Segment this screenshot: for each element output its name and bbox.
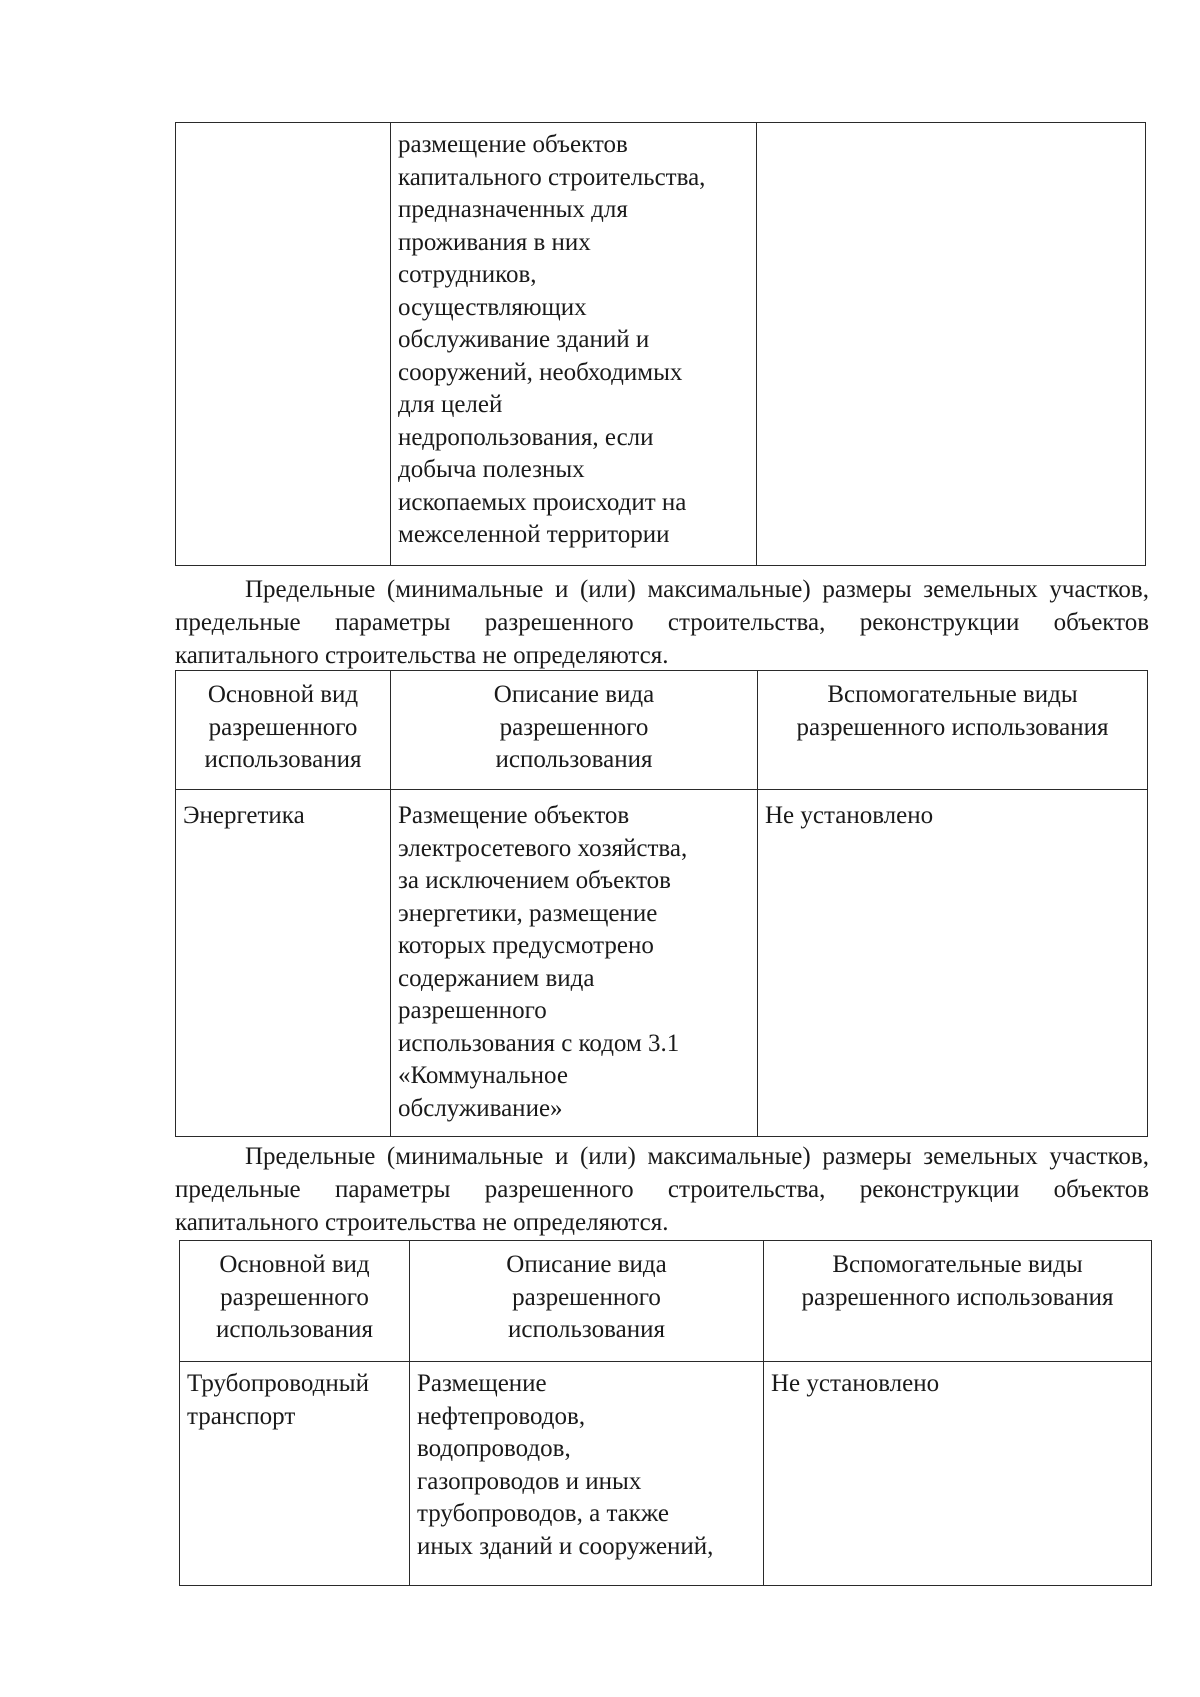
header-description: Описание вида разрешенного использования (410, 1241, 764, 1362)
table-row (176, 790, 1148, 1137)
auxiliary-cell (757, 123, 1146, 566)
description-cell (391, 123, 757, 566)
header-main-type: Основной вид разрешенного использования (180, 1241, 410, 1362)
description-cell: Размещение объектов электросетевого хозяйства, за исключением объектов энергетики, размещение которых предусмотрено содержанием вида разрешенного использования с кодом 3.1 «Коммунальное обслуживание» (391, 790, 758, 1137)
limits-note: Предельные (минимальные и (или) максимальные) размеры земельных участков, предельные параметры разрешенного строительства, реконструкции объектов капитального строительства не определяются. (175, 576, 1149, 669)
main-type-cell (176, 123, 391, 566)
description-text: размещение объектов капитального строительства, предназначенных для проживания в них сотрудников, осуществляющих обслуживание зданий и сооружений, необходимых для целей недропользования, если добыча полезных ископаемых происходит на межселенной территории (398, 131, 706, 548)
pipeline-use-table (179, 1240, 1152, 1586)
header-main-type: Основной вид разрешенного использования (176, 671, 391, 790)
table-header-row (176, 671, 1148, 790)
main-type-cell: Энергетика (176, 790, 391, 1137)
auxiliary-cell: Не установлено (758, 790, 1148, 1137)
main-type-cell: Трубопроводный транспорт (180, 1362, 410, 1586)
table-row (180, 1362, 1152, 1586)
auxiliary-cell: Не установлено (764, 1362, 1152, 1586)
table-header-row (180, 1241, 1152, 1362)
table-row (176, 123, 1146, 566)
header-auxiliary: Вспомогательные виды разрешенного использования (764, 1241, 1152, 1362)
limits-note: Предельные (минимальные и (или) максимальные) размеры земельных участков, предельные параметры разрешенного строительства, реконструкции объектов капитального строительства не определяются. (175, 1143, 1149, 1236)
continuation-table (175, 122, 1146, 566)
header-description: Описание вида разрешенного использования (391, 671, 758, 790)
description-cell: Размещение нефтепроводов, водопроводов, газопроводов и иных трубопроводов, а также иных зданий и сооружений, (410, 1362, 764, 1586)
header-auxiliary: Вспомогательные виды разрешенного использования (758, 671, 1148, 790)
energy-use-table (175, 670, 1148, 1137)
